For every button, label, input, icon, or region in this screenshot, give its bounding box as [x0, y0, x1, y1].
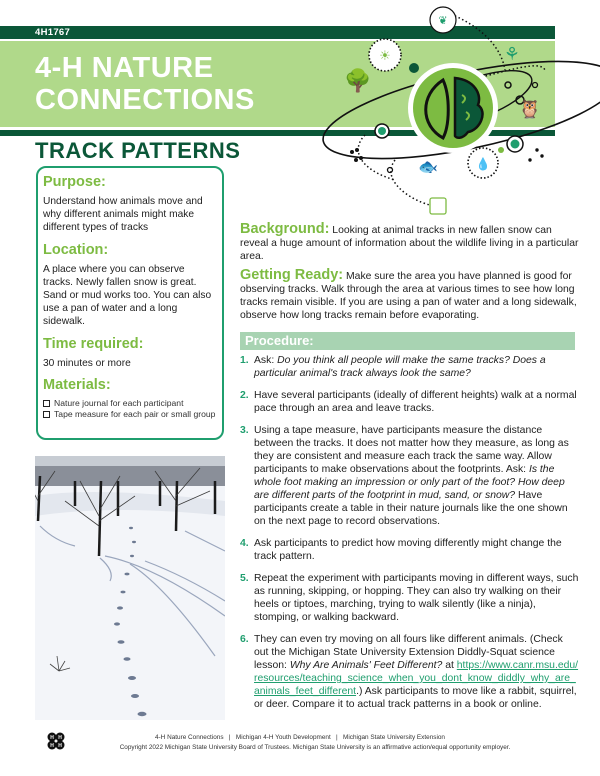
- svg-text:💧: 💧: [475, 157, 491, 171]
- lesson-title: Why Are Animals' Feet Different?: [289, 660, 443, 671]
- getting-ready-section: [240, 269, 580, 322]
- snow-tracks-photo: [35, 456, 225, 720]
- materials-item: [43, 398, 216, 410]
- getting-ready-text: Make sure the area you have planned is good for observing tracks. Walk through the area at various times to see how long tracks remain visible. If you are using a pan of water and a long sidewalk, observe how long tracks remain before evaporating.: [240, 271, 577, 321]
- step-text: Ask participants to predict how moving differently might change the track pattern.: [254, 538, 562, 562]
- checkbox-icon: [43, 411, 50, 418]
- svg-text:H: H: [58, 735, 62, 741]
- page-footer: [0, 733, 600, 752]
- step-text: Ask:: [254, 355, 278, 366]
- activity-info-box: [36, 166, 224, 440]
- step-number: 3.: [240, 425, 249, 436]
- checkbox-icon: [43, 400, 50, 407]
- svg-text:H: H: [58, 743, 62, 749]
- materials-item: [43, 409, 216, 421]
- procedure-step: [240, 389, 580, 415]
- time-required-text: 30 minutes or more: [43, 357, 131, 369]
- location-text: A place where you can observe tracks. Newly fallen snow is great. Sand or mud works too. You can also use a pan of water and a long sidewalk.: [43, 263, 212, 328]
- step-question: Do you think all people will make the same tracks? Does a particular animal's track always look the same?: [254, 355, 546, 379]
- svg-text:H: H: [50, 735, 54, 741]
- svg-text:H: H: [50, 743, 54, 749]
- activity-title: TRACK PATTERNS: [35, 138, 241, 163]
- nature-connections-illustration: [320, 0, 600, 220]
- step-number: 2.: [240, 390, 249, 401]
- procedure-heading: Procedure:: [245, 333, 314, 348]
- step-text: Repeat the experiment with participants moving in different ways, such as running, skipping, or hopping. They can also try walking on their heels or tiptoes, marching, trying to walk silently (like a ninja), stomping, or walking backward.: [254, 573, 579, 623]
- svg-text:⚘: ⚘: [503, 44, 521, 64]
- svg-text:🦉: 🦉: [518, 99, 542, 119]
- step-text-continued: .) Ask participants to move like a rabbit, squirrel, or deer. Compare it to actual track patterns in a book or online.: [254, 686, 577, 710]
- title-line-2: CONNECTIONS: [35, 84, 255, 116]
- main-content: [240, 223, 580, 720]
- step-text: They can even try moving on all fours like different animals. (Check out the Michigan State University Extension Diddly-Squat science lesson:: [254, 634, 563, 671]
- background-text: Looking at animal tracks in new fallen snow can reveal a huge amount of information about the wildlife living in a particular area.: [240, 225, 579, 262]
- materials-item-label: Tape measure for each pair or small group: [54, 409, 216, 420]
- procedure-step: [240, 354, 580, 380]
- step-text-at: at: [442, 660, 457, 671]
- purpose-text: Understand how animals move and why different animals might make different types of tracks: [43, 196, 203, 234]
- getting-ready-heading: Getting Ready:: [240, 267, 344, 283]
- svg-text:☀: ☀: [379, 48, 391, 63]
- materials-heading: Materials:: [43, 376, 111, 393]
- background-section: [240, 223, 580, 263]
- time-required-heading: Time required:: [43, 335, 144, 352]
- footer-copyright: Copyright 2022 Michigan State University Board of Trustees. Michigan State University is an affirmative action/equal opportunity employer.: [119, 743, 511, 751]
- procedure-step: [240, 537, 580, 563]
- purpose-heading: Purpose:: [43, 174, 106, 190]
- step-number: 6.: [240, 634, 249, 645]
- procedure-steps: [240, 354, 580, 711]
- procedure-step: [240, 633, 580, 711]
- step-text-continued: Have participants create a table in their nature journals like the one shown on the next page to record observations.: [254, 490, 568, 527]
- page-title: [35, 52, 255, 116]
- procedure-step: [240, 572, 580, 624]
- step-number: 4.: [240, 538, 249, 549]
- procedure-heading-bar: [240, 332, 575, 350]
- lesson-link[interactable]: https://www.canr.msu.edu/resources/teaching_science_when_you_dont_know_diddly_why_are_animals_feet_different: [254, 660, 579, 697]
- procedure-step: [240, 424, 580, 528]
- footer-credits: 4-H Nature Connections | Michigan 4-H Youth Development | Michigan State University Extension: [155, 734, 445, 741]
- svg-text:❦: ❦: [438, 15, 448, 27]
- document-code: 4H1767: [35, 27, 71, 38]
- materials-item-label: Nature journal for each participant: [54, 397, 184, 408]
- step-number: 5.: [240, 573, 249, 584]
- step-text: Have several participants (ideally of different heights) walk at a normal pace through an area and leave tracks.: [254, 390, 577, 414]
- location-heading: Location:: [43, 241, 109, 258]
- step-question: Is the whole foot making an impression or only part of the foot? How deep are different parts of the footprint in mud, sand, or snow?: [254, 464, 565, 501]
- svg-text:🌳: 🌳: [344, 68, 372, 93]
- materials-list: [43, 398, 216, 421]
- step-text: Using a tape measure, have participants measure the distance between the tracks. It does not matter how they measure, as long as they are consistent and measure each track the same way. Allow participants to make observations about the footprints. Ask:: [254, 425, 569, 475]
- background-heading: Background:: [240, 221, 330, 237]
- step-number: 1.: [240, 355, 249, 366]
- svg-text:🐟: 🐟: [418, 159, 438, 176]
- title-line-1: 4-H NATURE: [35, 52, 214, 84]
